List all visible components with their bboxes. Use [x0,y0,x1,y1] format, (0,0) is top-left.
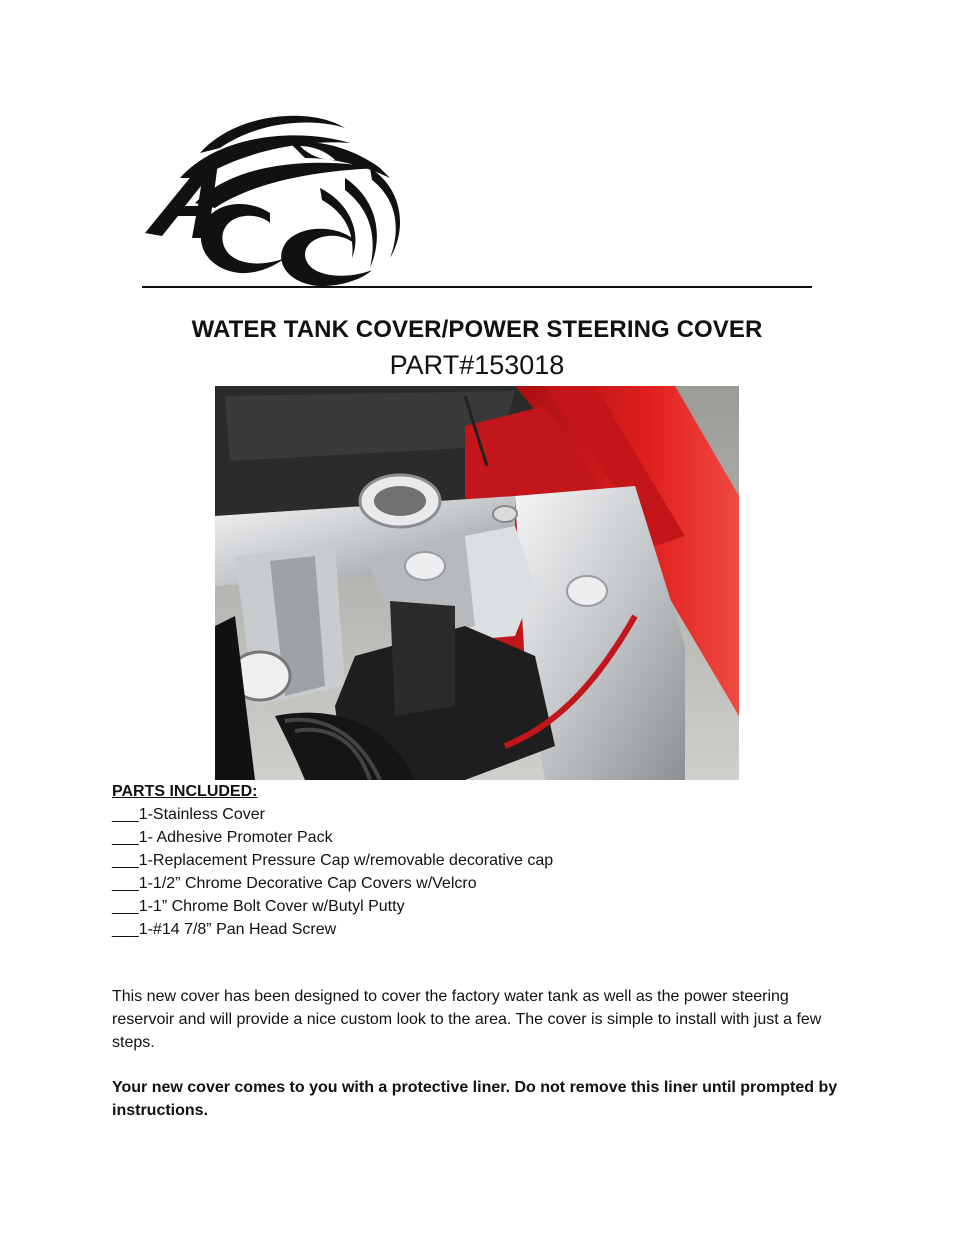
parts-included-heading: PARTS INCLUDED: [112,783,258,800]
description-paragraph: This new cover has been designed to cover the factory water tank as well as the power steering reservoir and will provide a nice custom look to the area. The cover is simple to install with just a few steps. [112,988,822,1051]
warning-paragraph: Your new cover comes to you with a protective liner. Do not remove this liner until prompted by instructions. [112,1079,838,1119]
list-item: ___1-1” Chrome Bolt Cover w/Butyl Putty [112,898,405,915]
part-number: PART#153018 [389,350,565,380]
engine-bay-photo [215,386,739,780]
list-item: ___1-1/2” Chrome Decorative Cap Covers w/Velcro [112,875,477,892]
parts-list [112,803,553,941]
parts-included-section [112,780,553,941]
list-item: ___1-Stainless Cover [112,806,265,823]
header-divider [142,286,812,288]
list-item: ___1- Adhesive Promoter Pack [112,829,333,846]
document-title: WATER TANK COVER/POWER STEERING COVER [191,316,763,343]
acc-eagle-logo-icon [140,108,408,288]
list-item: ___1-#14 7/8” Pan Head Screw [112,921,337,938]
list-item: ___1-Replacement Pressure Cap w/removable decorative cap [112,852,554,869]
